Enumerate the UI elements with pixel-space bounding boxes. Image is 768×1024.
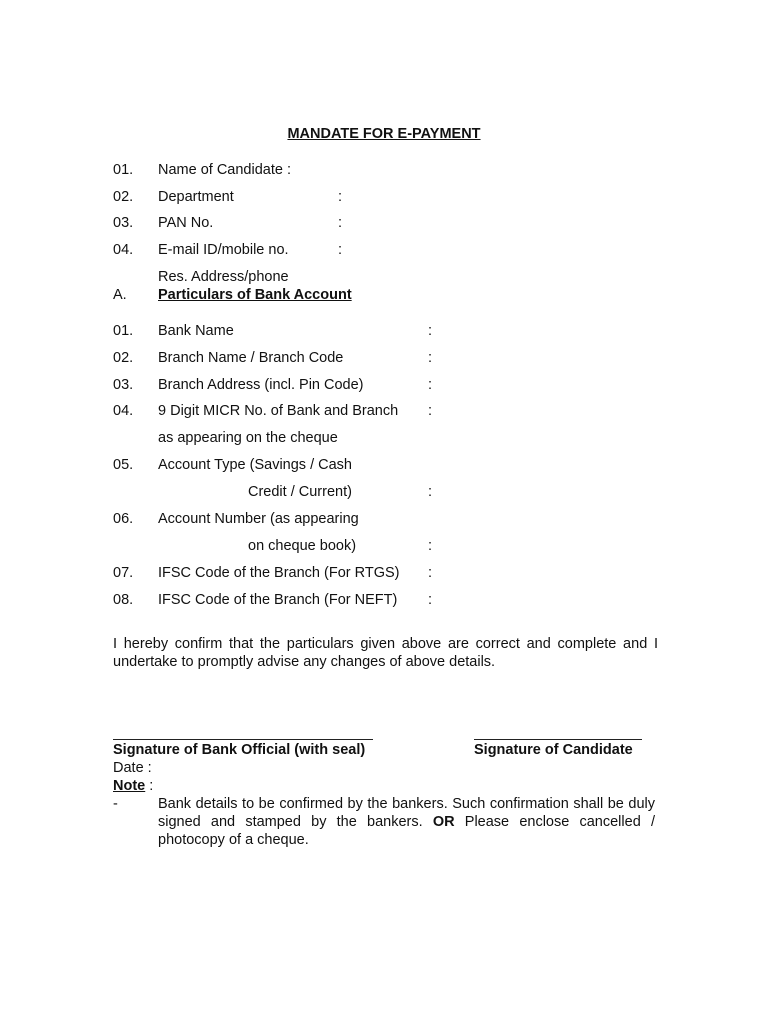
field-colon: : [428, 377, 433, 393]
field-label-micr-line2: as appearing on the cheque [158, 430, 338, 446]
field-label-account-type: Account Type (Savings / Cash [158, 457, 352, 473]
field-colon: : [428, 403, 433, 419]
field-label-ifsc-rtgs: IFSC Code of the Branch (For RTGS) [158, 565, 400, 581]
note-heading [113, 777, 153, 795]
item-number: 04. [113, 242, 134, 258]
item-number: 02. [113, 350, 134, 366]
field-label-account-number-line2: on cheque book) [248, 538, 357, 554]
field-colon: : [338, 189, 343, 205]
field-label-email-mobile: E-mail ID/mobile no. [158, 242, 289, 258]
field-label-department: Department [158, 189, 234, 205]
item-number: 03. [113, 377, 134, 393]
note-bullet: - [113, 796, 118, 812]
field-colon: : [338, 215, 343, 231]
field-label-name-of-candidate: Name of Candidate : [158, 162, 291, 178]
section-heading: Particulars of Bank Account [158, 287, 352, 303]
item-number: 07. [113, 565, 134, 581]
signature-label-bank-official: Signature of Bank Official (with seal) [113, 742, 366, 758]
item-number: 08. [113, 592, 134, 608]
field-label-res-address: Res. Address/phone [158, 269, 289, 285]
field-colon: : [428, 538, 433, 554]
note-colon: : [145, 778, 154, 794]
signature-label-candidate: Signature of Candidate [474, 742, 633, 758]
note-text-part1: Bank details to be confirmed by the bankers. Such confirmation shall be duly signed and stamped by the bankers. [158, 796, 655, 830]
field-label-micr: 9 Digit MICR No. of Bank and Branch [158, 403, 399, 419]
field-label-bank-name: Bank Name [158, 323, 234, 339]
field-label-branch-address: Branch Address (incl. Pin Code) [158, 377, 364, 393]
field-colon: : [428, 484, 433, 500]
page-title: MANDATE FOR E-PAYMENT [287, 126, 481, 142]
date-label: Date : [113, 760, 152, 776]
item-number: 03. [113, 215, 134, 231]
item-number: 02. [113, 189, 134, 205]
note-label: Note [113, 778, 146, 794]
item-number: 06. [113, 511, 134, 527]
signature-line-bank-official [113, 739, 373, 740]
field-colon: : [428, 350, 433, 366]
field-colon: : [338, 242, 343, 258]
field-label-account-number: Account Number (as appearing [158, 511, 359, 527]
item-number: 01. [113, 162, 134, 178]
field-label-branch-name: Branch Name / Branch Code [158, 350, 344, 366]
note-or: OR [432, 814, 455, 830]
note-text [158, 795, 655, 849]
field-colon: : [428, 592, 433, 608]
confirmation-text: I hereby confirm that the particulars given above are correct and complete and I undertake to promptly advise any changes of above details. [113, 636, 658, 670]
field-colon: : [428, 323, 433, 339]
signature-line-candidate [474, 739, 642, 740]
section-letter: A. [113, 287, 127, 303]
field-label-account-type-line2: Credit / Current) [248, 484, 352, 500]
note-text-part2: Please enclose cancelled / photocopy of a cheque. [158, 814, 655, 848]
field-colon: : [428, 565, 433, 581]
item-number: 05. [113, 457, 134, 473]
item-number: 01. [113, 323, 134, 339]
field-label-ifsc-neft: IFSC Code of the Branch (For NEFT) [158, 592, 398, 608]
item-number: 04. [113, 403, 134, 419]
field-label-pan-no: PAN No. [158, 215, 214, 231]
